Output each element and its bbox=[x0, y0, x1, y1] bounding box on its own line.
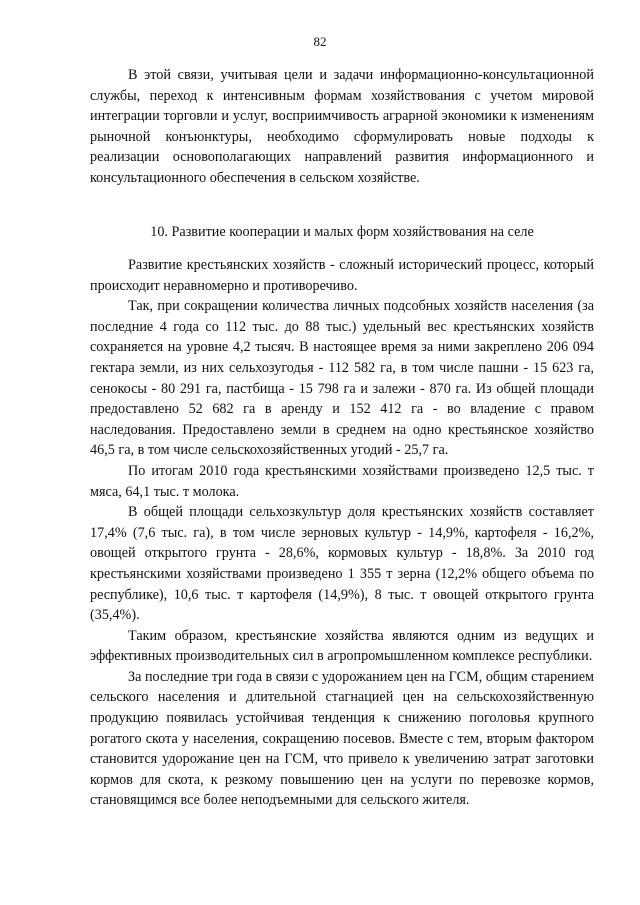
page-number: 82 bbox=[313, 34, 327, 49]
section-heading: 10. Развитие кооперации и малых форм хозяйствования на селе bbox=[150, 224, 534, 240]
paragraph-fuel-prices: За последние три года в связи с удорожанием цен на ГСМ, общим старением сельского населения и длительной стагнацией цен на сельскохозяйственную продукцию появилась устойчивая тенденция к снижению поголовья крупного рогатого скота у населения, сокращению посевов. Вместе с тем, вторым фактором становится удорожание цен на ГСМ, что привело к увеличению затрат заготовки кормов для скота, к резкому повышению цен на услуги по перевозке кормов, становящимся все более неподъемными для сельского жителя. bbox=[90, 668, 594, 809]
paragraph-conclusion: Таким образом, крестьянские хозяйства являются одним из ведущих и эффективных производительных сил в агропромышленном комплексе республики. bbox=[90, 627, 594, 665]
paragraph-land-statistics: Так, при сокращении количества личных подсобных хозяйств населения (за последние 4 года со 112 тыс. до 88 тыс.) удельный вес крестьянских хозяйств сохраняется на уровне 4,2 тысяч. В настоящее время за ними закреплено 206 094 гектара земли, из них сельхозугодья - 112 582 га, в том числе пашни - 15 623 га, сенокосы - 80 291 га, пастбища - 15 798 га и залежи - 870 га. Из общей площади предоставлено 52 682 га в аренду и 152 412 га - во владение с правом наследования. Предоставлено земли в среднем на одно крестьянское хозяйство 46,5 га, в том числе сельскохозяйственных угодий - 25,7 га. bbox=[90, 298, 594, 459]
paragraph-production-2010: По итогам 2010 года крестьянскими хозяйствами произведено 12,5 тыс. т мяса, 64,1 тыс. т молока. bbox=[90, 462, 594, 500]
paragraph-intro: В этой связи, учитывая цели и задачи информационно-консультационной службы, переход к интенсивным формам хозяйствования с учетом мировой интеграции торговли и услуг, восприимчивость аграрной экономики к изменениям рыночной конъюнктуры, необходимо сформулировать новые подходы к реализации основополагающих направлений развития информационного и консультационного обеспечения в сельском хозяйстве. bbox=[90, 67, 594, 186]
paragraph-farm-development: Развитие крестьянских хозяйств - сложный исторический процесс, который происходит неравномерно и противоречиво. bbox=[90, 257, 594, 294]
intro-block bbox=[90, 65, 594, 189]
section-heading-block bbox=[90, 222, 594, 243]
paragraph-crop-share: В общей площади сельхозкультур доля крестьянских хозяйств составляет 17,4% (7,6 тыс. га), в том числе зерновых культур - 14,9%, картофеля - 16,2%, овощей открытого грунта - 28,6%, кормовых культур - 18,8%. За 2010 год крестьянскими хозяйствами произведено 1 355 т зерна (12,2% общего объема по республике), 10,6 тыс. т картофеля (14,9%), 8 тыс. т овощей открытого грунта (35,4%). bbox=[90, 504, 594, 624]
main-text-block bbox=[90, 255, 594, 811]
